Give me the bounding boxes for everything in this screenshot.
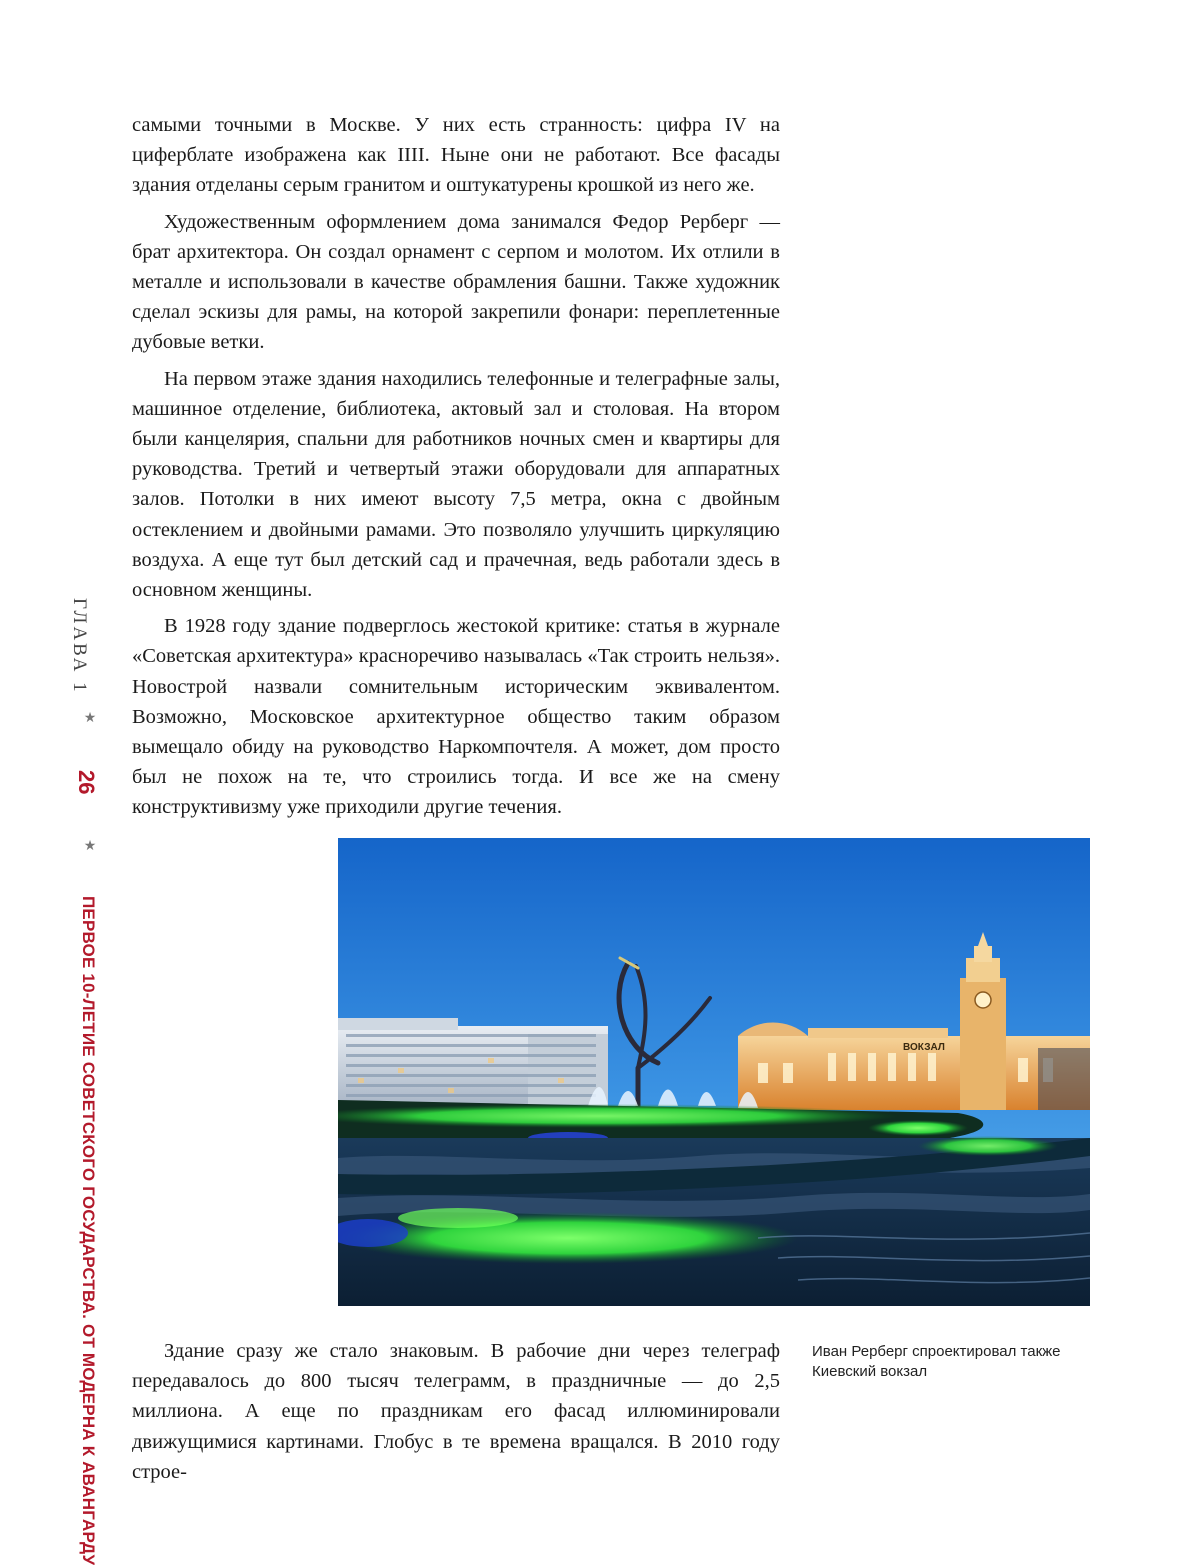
star-icon: ★ [83, 838, 97, 854]
paragraph: В 1928 году здание подверглось жестокой критике: статья в журнале «Советская архитектура» красноречиво называлась «Так строить нельзя». Новострой назвали сомнительным историческим эквивалентом. Возможно, Московское архитектурное общество таким образом вымещало обиду на руководство Наркомпочтеля. А может, дом просто был не похож на те, что строились тогда. И все же на смену конструктивизму уже приходили другие течения. [132, 615, 780, 819]
photo-illustration [338, 838, 1090, 1306]
photo-caption: Иван Рерберг спроектировал также Киевский вокзал [812, 1343, 1061, 1380]
paragraph: Художественным оформлением дома занимался Федор Рерберг — брат архитектора. Он создал орнамент с серпом и молотом. Их отлили в металле и использовали в качестве обрамления башни. Также художник сделал эскизы для рамы, на которой закрепили фонари: переплетенные дубовые ветки. [132, 210, 780, 354]
body-text-bottom [132, 1336, 780, 1487]
star-icon: ★ [83, 710, 97, 726]
paragraph: самыми точными в Москве. У них есть странность: цифра IV на циферблате изображена как IIII. Ныне они не работают. Все фасады здания отделаны серым гранитом и оштукатурены крошкой из него же. [132, 114, 780, 197]
hotel-building [338, 1018, 608, 1106]
paragraph: Здание сразу же стало знаковым. В рабочие дни через телеграф передавалось до 800 тысяч телеграмм, в праздничные — до 2,5 миллиона. А еще по праздникам его фасад иллюминировали движущимися картинами. Глобус в те времена вращался. В 2010 году строе- [132, 1340, 780, 1483]
page-number: 26 [74, 770, 99, 795]
photo-kievsky-station [338, 838, 1090, 1306]
body-text-top [132, 110, 780, 823]
paragraph: На первом этаже здания находились телефонные и телеграфные залы, машинное отделение, библиотека, актовый зал и столовая. На втором были канцелярия, спальни для работников ночных смен и квартиры для руководства. Третий и четвертый этажи оборудовали для аппаратных залов. Потолки в них имеют высоту 7,5 метра, окна с двойным остеклением и двойными рамами. Это позволяло улучшить циркуляцию воздуха. А еще тут был детский сад и прачечная, ведь работали здесь в основном женщины. [132, 367, 780, 602]
book-title: ПЕРВОЕ 10-ЛЕТИЕ СОВЕТСКОГО ГОСУДАРСТВА. ОТ МОДЕРНА К АВАНГАРДУ [79, 896, 98, 1565]
station-sign: ВОКЗАЛ [903, 1042, 945, 1053]
chapter-label: ГЛАВА 1 [69, 598, 90, 695]
